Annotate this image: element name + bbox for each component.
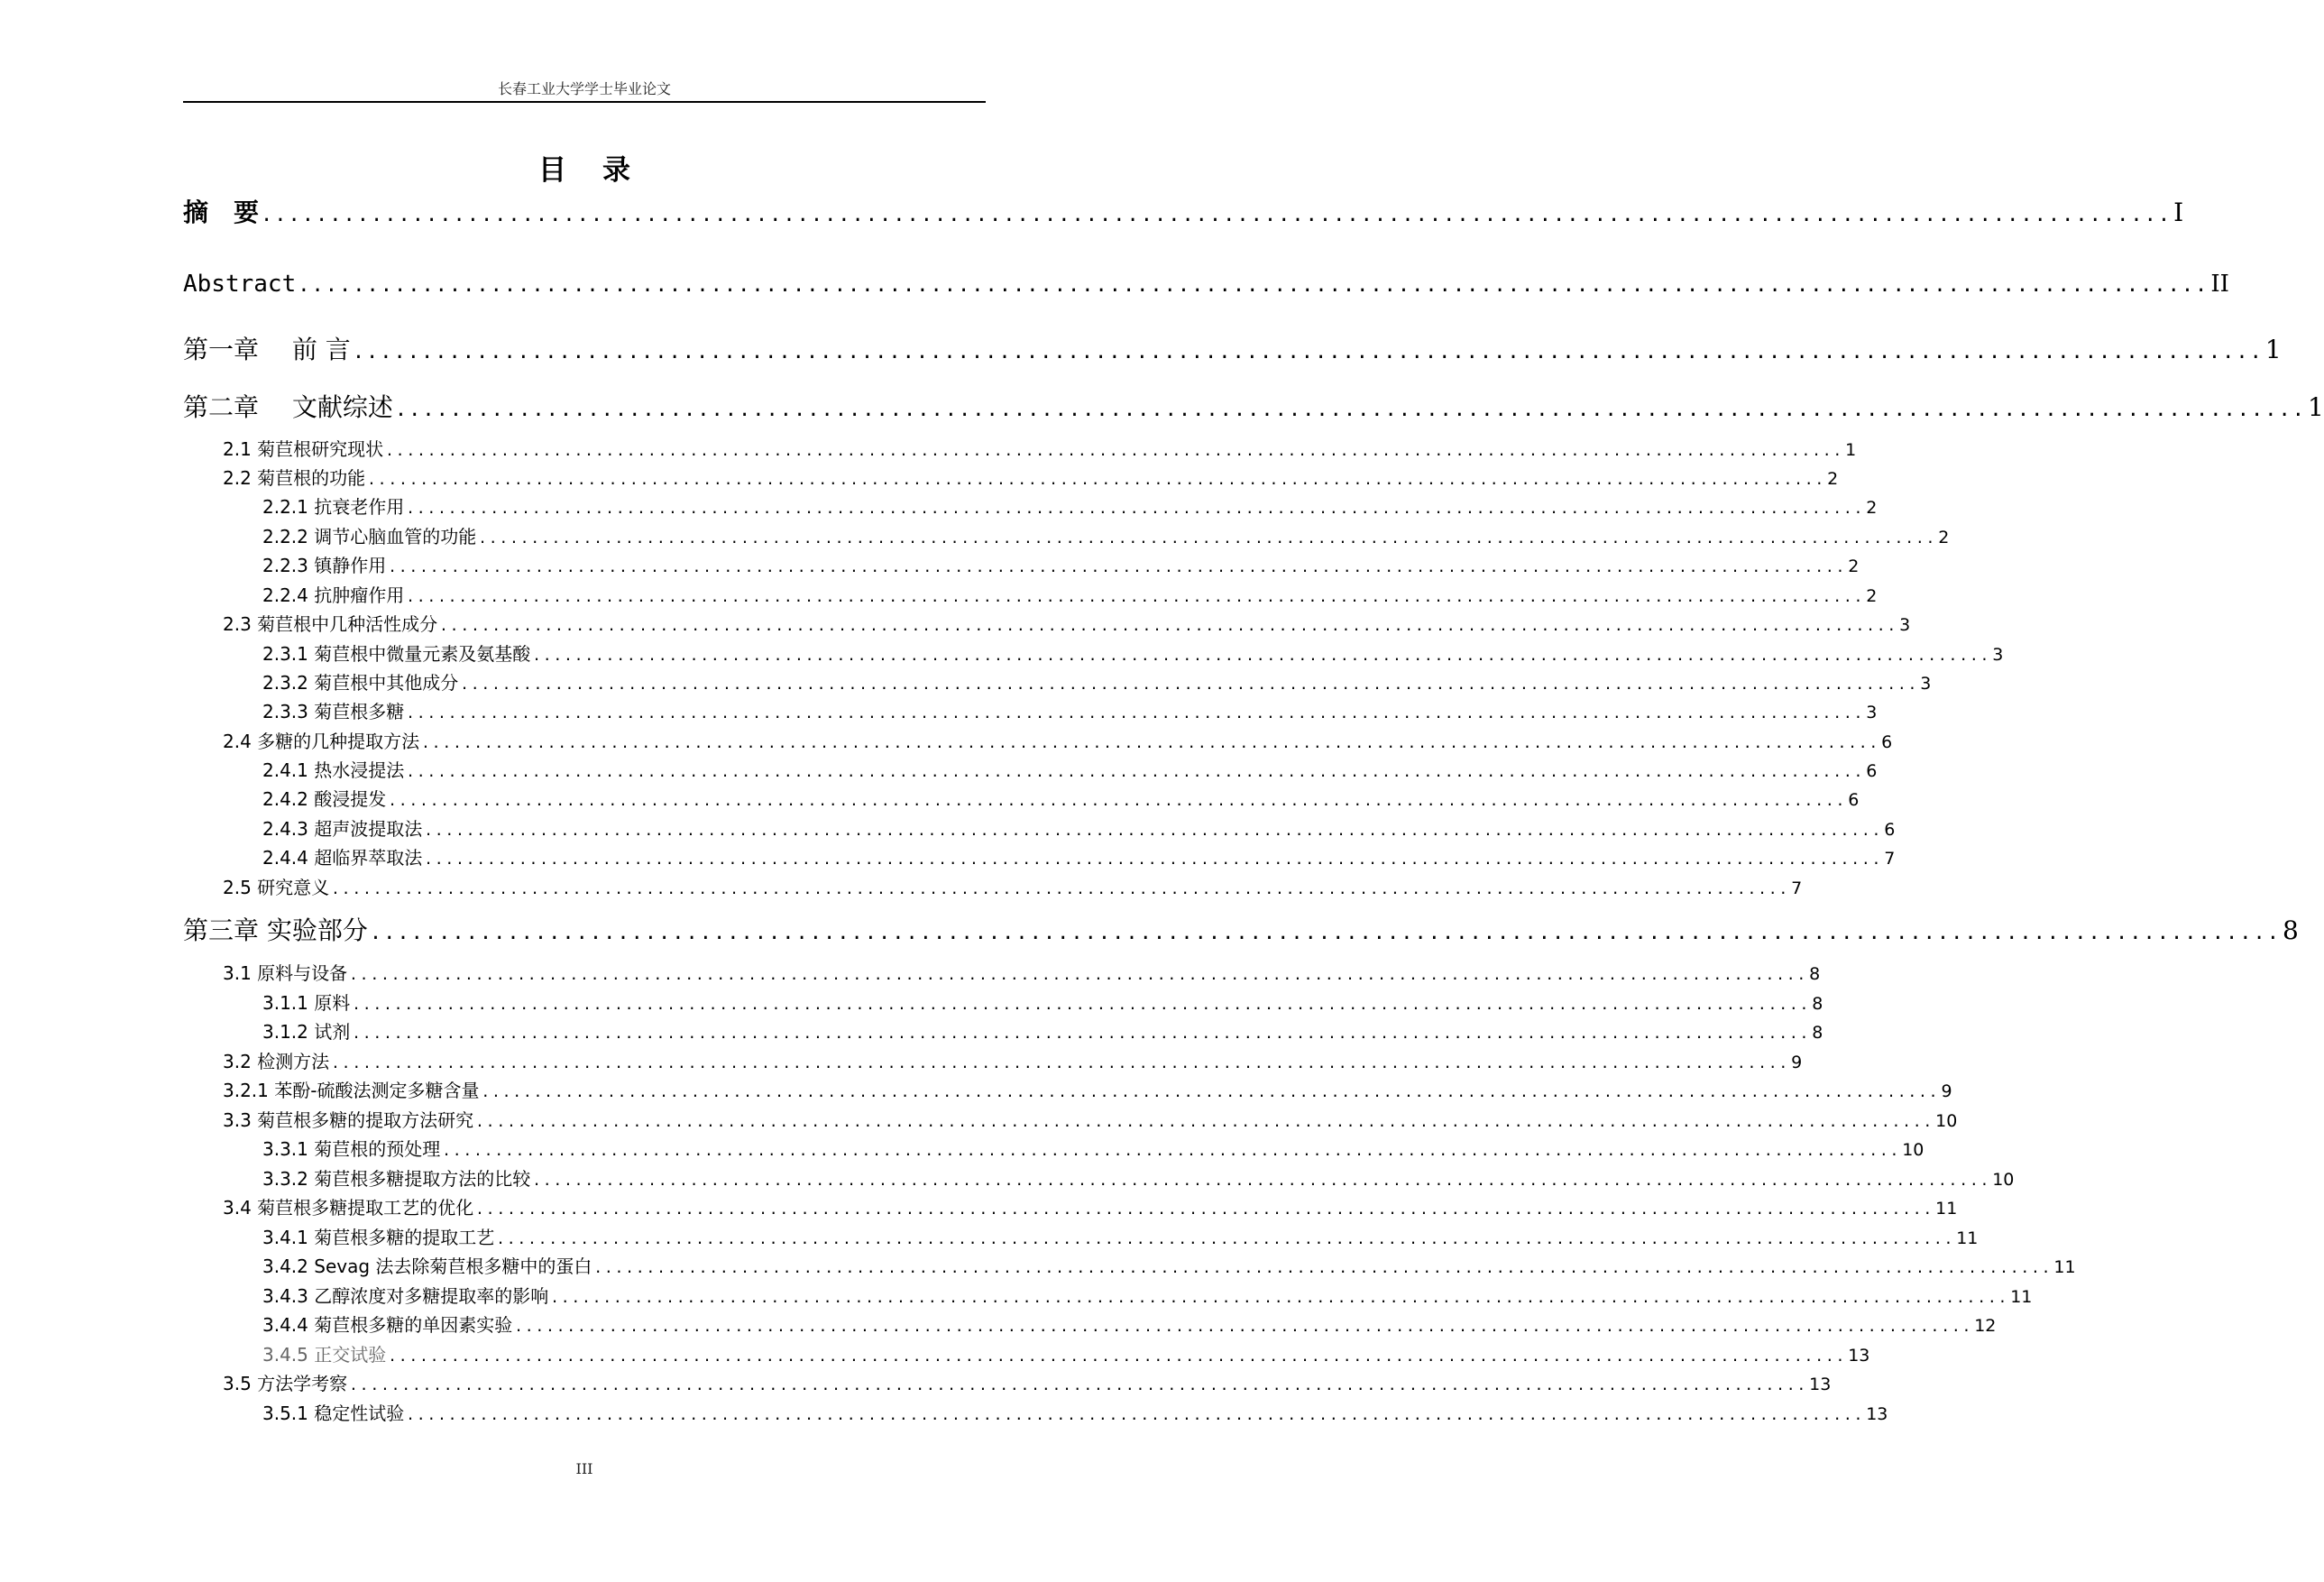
toc-leader: ........................................................................................................................................... xyxy=(406,704,1865,722)
toc-leader: ........................................................................................................................................... xyxy=(593,1259,2053,1276)
toc-entry-label: 2.2.4 抗肿瘤作用 xyxy=(262,584,405,606)
toc-entry[interactable] xyxy=(262,1223,1979,1249)
toc-entry-label: 3.4 菊苣根多糖提取工艺的优化 xyxy=(223,1197,474,1219)
toc-leader: ........................................................................................................................................... xyxy=(514,1318,1973,1335)
toc-entry-label: 2.2.2 调节心脑血管的功能 xyxy=(262,526,477,547)
toc-leader: ........................................................................................................................................... xyxy=(481,1083,1940,1100)
toc-entry[interactable] xyxy=(262,785,1860,811)
toc-entry-label: 2.4.1 热水浸提法 xyxy=(262,759,405,781)
toc-leader: ........................................................................................................................................... xyxy=(442,1142,1901,1159)
toc-entry-page: 6 xyxy=(1881,732,1893,752)
toc-entry-label: 3.2.1 苯酚-硫酸法测定多糖含量 xyxy=(223,1080,480,1101)
toc-entry-page: 11 xyxy=(1935,1199,1958,1219)
toc-entry[interactable] xyxy=(262,1311,1997,1337)
toc-entry[interactable] xyxy=(262,1017,1823,1044)
toc-entry-page: 2 xyxy=(1866,498,1878,518)
toc-entry-page: 9 xyxy=(1791,1053,1803,1072)
toc-leader: ........................................................................................................................................... xyxy=(424,822,1883,839)
toc-entry-page: 11 xyxy=(1956,1228,1979,1248)
toc-leader: ........................................................................................................................................... xyxy=(406,588,1865,605)
toc-entry-page: 11 xyxy=(2053,1257,2076,1277)
toc-entry-label: 3.3.1 菊苣根的预处理 xyxy=(262,1138,441,1160)
toc-entry[interactable] xyxy=(262,1340,1870,1366)
toc-entry[interactable] xyxy=(262,492,1878,519)
toc-leader: ........................................................................................................................................... xyxy=(424,851,1883,868)
toc-entry-page: 12 xyxy=(1974,1316,1997,1336)
toc-entry-label: 2.4.2 酸浸提发 xyxy=(262,788,387,810)
toc-entry-page: 2 xyxy=(1848,556,1860,576)
toc-leader: ........................................................................................................................................... xyxy=(406,763,1865,780)
toc-entry-label: 2.3 菊苣根中几种活性成分 xyxy=(223,613,438,635)
page-title-right: 录 xyxy=(602,154,630,187)
toc-entry-label: 摘 要 xyxy=(183,198,260,227)
toc-entry-page: 8 xyxy=(1812,1023,1823,1043)
running-header: 长春工业大学学士毕业论文 xyxy=(497,80,671,97)
toc-entry[interactable] xyxy=(262,814,1896,841)
toc-entry-label: 第一章 前 言 xyxy=(183,335,351,364)
toc-entry-page: 8 xyxy=(1812,994,1823,1014)
toc-entry-page: 13 xyxy=(1848,1346,1870,1366)
toc-entry[interactable] xyxy=(183,911,2299,947)
toc-entry-label: 3.5.1 稳定性试验 xyxy=(262,1403,405,1424)
toc-entry-label: 2.5 研究意义 xyxy=(223,877,330,898)
toc-entry[interactable] xyxy=(262,1282,2033,1308)
toc-entry-page: 10 xyxy=(1992,1170,2015,1190)
toc-entry-page: 6 xyxy=(1884,820,1896,840)
toc-leader: ........................................................................................................................................... xyxy=(261,204,2172,226)
toc-entry-page: 13 xyxy=(1866,1404,1888,1424)
toc-entry-page: 3 xyxy=(1899,615,1911,635)
toc-entry[interactable] xyxy=(262,1135,1924,1161)
toc-entry-page: 2 xyxy=(1938,528,1950,547)
toc-entry-page: 3 xyxy=(1992,645,2004,665)
toc-entry-label: 2.4.4 超临界萃取法 xyxy=(262,847,423,869)
toc-leader: ........................................................................................................................................... xyxy=(421,734,1880,751)
toc-leader: ........................................................................................................................................... xyxy=(406,500,1865,517)
toc-entry-page: 7 xyxy=(1791,878,1803,898)
toc-entry-label: 3.4.1 菊苣根多糖的提取工艺 xyxy=(262,1227,495,1248)
toc-leader: ........................................................................................................................................... xyxy=(460,676,1919,693)
toc-entry-page: 9 xyxy=(1941,1081,1952,1101)
toc-entry[interactable] xyxy=(262,1252,2076,1278)
toc-entry-label: 3.1.1 原料 xyxy=(262,992,351,1014)
toc-entry-page: 1 xyxy=(2264,335,2282,364)
toc-entry[interactable] xyxy=(223,610,1911,636)
toc-entry-page: 2 xyxy=(1866,586,1878,606)
toc-entry-label: 2.2.3 镇静作用 xyxy=(262,555,387,576)
toc-entry[interactable] xyxy=(262,551,1860,577)
toc-entry[interactable] xyxy=(262,1164,2015,1191)
toc-entry-label: 3.1 原料与设备 xyxy=(223,962,348,984)
toc-leader: ........................................................................................................................................... xyxy=(478,529,1937,547)
toc-leader: ........................................................................................................................................... xyxy=(388,1347,1847,1365)
toc-entry[interactable] xyxy=(223,1076,1952,1102)
toc-entry[interactable] xyxy=(183,388,2324,424)
toc-entry[interactable] xyxy=(183,330,2282,366)
toc-entry[interactable] xyxy=(223,435,1857,461)
toc-entry[interactable] xyxy=(262,697,1878,723)
toc-entry[interactable] xyxy=(262,756,1878,782)
toc-leader: ........................................................................................................................................... xyxy=(550,1289,2009,1306)
toc-leader: ........................................................................................................................................... xyxy=(496,1230,1955,1247)
toc-entry-label: 3.3 菊苣根多糖的提取方法研究 xyxy=(223,1109,474,1131)
toc-entry-page: II xyxy=(2210,271,2229,298)
page-number: III xyxy=(575,1460,593,1477)
toc-entry-page: 1 xyxy=(2307,392,2324,422)
toc-entry[interactable] xyxy=(183,271,2229,298)
toc-leader: ........................................................................................................................................... xyxy=(394,399,2306,421)
toc-entry-label: 3.4.2 Sevag 法去除菊苣根多糖中的蛋白 xyxy=(262,1255,592,1277)
toc-leader: ........................................................................................................................................... xyxy=(532,647,1991,664)
toc-entry-page: 1 xyxy=(1845,440,1857,460)
toc-leader: ........................................................................................................................................... xyxy=(475,1200,1934,1218)
toc-entry-page: 8 xyxy=(2282,915,2299,945)
toc-leader: ........................................................................................................................................... xyxy=(388,792,1847,809)
toc-entry[interactable] xyxy=(223,727,1893,753)
toc-entry-page: 8 xyxy=(1809,964,1821,984)
toc-leader: ........................................................................................................................................... xyxy=(406,1406,1865,1423)
toc-leader: ........................................................................................................................................... xyxy=(367,471,1826,488)
toc-entry-label: 3.4.4 菊苣根多糖的单因素实验 xyxy=(262,1314,513,1336)
toc-entry[interactable] xyxy=(262,668,1932,694)
toc-entry[interactable] xyxy=(262,581,1878,607)
toc-leader: ........................................................................................................................................... xyxy=(349,1376,1808,1393)
toc-entry-label: 3.5 方法学考察 xyxy=(223,1373,348,1394)
toc-entry[interactable] xyxy=(262,989,1823,1015)
toc-entry-label: 2.4 多糖的几种提取方法 xyxy=(223,731,420,752)
toc-entry-page: I xyxy=(2173,198,2184,227)
toc-leader: ........................................................................................................................................... xyxy=(439,617,1898,634)
toc-entry-label: 2.3.3 菊苣根多糖 xyxy=(262,701,405,722)
toc-entry-label: 3.4.3 乙醇浓度对多糖提取率的影响 xyxy=(262,1285,549,1307)
toc-entry-label: 2.2 菊苣根的功能 xyxy=(223,467,366,489)
toc-entry[interactable] xyxy=(223,873,1803,899)
toc-entry-page: 3 xyxy=(1866,703,1878,722)
toc-entry[interactable] xyxy=(223,959,1821,985)
toc-entry-page: 2 xyxy=(1827,469,1839,489)
toc-entry-label: 2.4.3 超声波提取法 xyxy=(262,818,423,840)
toc-entry-label: 2.3.1 菊苣根中微量元素及氨基酸 xyxy=(262,643,531,665)
toc-entry-page: 11 xyxy=(2010,1287,2033,1307)
toc-entry-label: 第二章 文献综述 xyxy=(183,392,393,422)
toc-entry[interactable] xyxy=(262,843,1896,869)
toc-leader: ........................................................................................................................................... xyxy=(331,880,1790,897)
page-title-left: 目 xyxy=(538,154,566,187)
toc-entry[interactable] xyxy=(223,1193,1958,1219)
toc-entry-label: 2.1 菊苣根研究现状 xyxy=(223,438,384,460)
toc-entry[interactable] xyxy=(262,522,1950,548)
toc-leader: ........................................................................................................................................... xyxy=(385,442,1844,459)
toc-leader: ........................................................................................................................................... xyxy=(352,1025,1811,1042)
toc-entry-label: 第三章 实验部分 xyxy=(183,915,368,945)
toc-leader: ........................................................................................................................................... xyxy=(388,558,1847,575)
toc-leader: ........................................................................................................................................... xyxy=(349,966,1808,983)
toc-entry-page: 3 xyxy=(1920,674,1932,694)
toc-entry[interactable] xyxy=(262,1399,1888,1425)
toc-entry-page: 13 xyxy=(1809,1375,1832,1394)
toc-entry-label: 2.3.2 菊苣根中其他成分 xyxy=(262,672,459,694)
toc-entry[interactable] xyxy=(183,193,2184,229)
toc-entry-page: 7 xyxy=(1884,849,1896,869)
toc-entry[interactable] xyxy=(223,1369,1832,1395)
toc-leader: ........................................................................................................................................... xyxy=(475,1113,1934,1130)
toc-leader: ........................................................................................................................................... xyxy=(298,274,2209,297)
toc-entry-label: 3.4.5 正交试验 xyxy=(262,1344,387,1366)
toc-leader: ........................................................................................................................................... xyxy=(369,922,2281,944)
toc-entry[interactable] xyxy=(223,1106,1958,1132)
toc-leader: ........................................................................................................................................... xyxy=(352,341,2264,363)
toc-entry-page: 6 xyxy=(1848,790,1860,810)
toc-entry-label: 3.1.2 试剂 xyxy=(262,1021,351,1043)
toc-entry[interactable] xyxy=(262,639,2004,666)
toc-entry-label: Abstract xyxy=(183,271,297,298)
toc-leader: ........................................................................................................................................... xyxy=(331,1054,1790,1072)
toc-entry-page: 10 xyxy=(1902,1140,1924,1160)
toc-entry-page: 6 xyxy=(1866,761,1878,781)
toc-entry[interactable] xyxy=(223,1047,1803,1073)
toc-leader: ........................................................................................................................................... xyxy=(532,1172,1991,1189)
toc-leader: ........................................................................................................................................... xyxy=(352,996,1811,1013)
toc-entry-page: 10 xyxy=(1935,1111,1958,1131)
toc-entry-label: 2.2.1 抗衰老作用 xyxy=(262,496,405,518)
toc-entry[interactable] xyxy=(223,464,1839,490)
toc-entry-label: 3.2 检测方法 xyxy=(223,1051,330,1072)
toc-entry-label: 3.3.2 菊苣根多糖提取方法的比较 xyxy=(262,1168,531,1190)
